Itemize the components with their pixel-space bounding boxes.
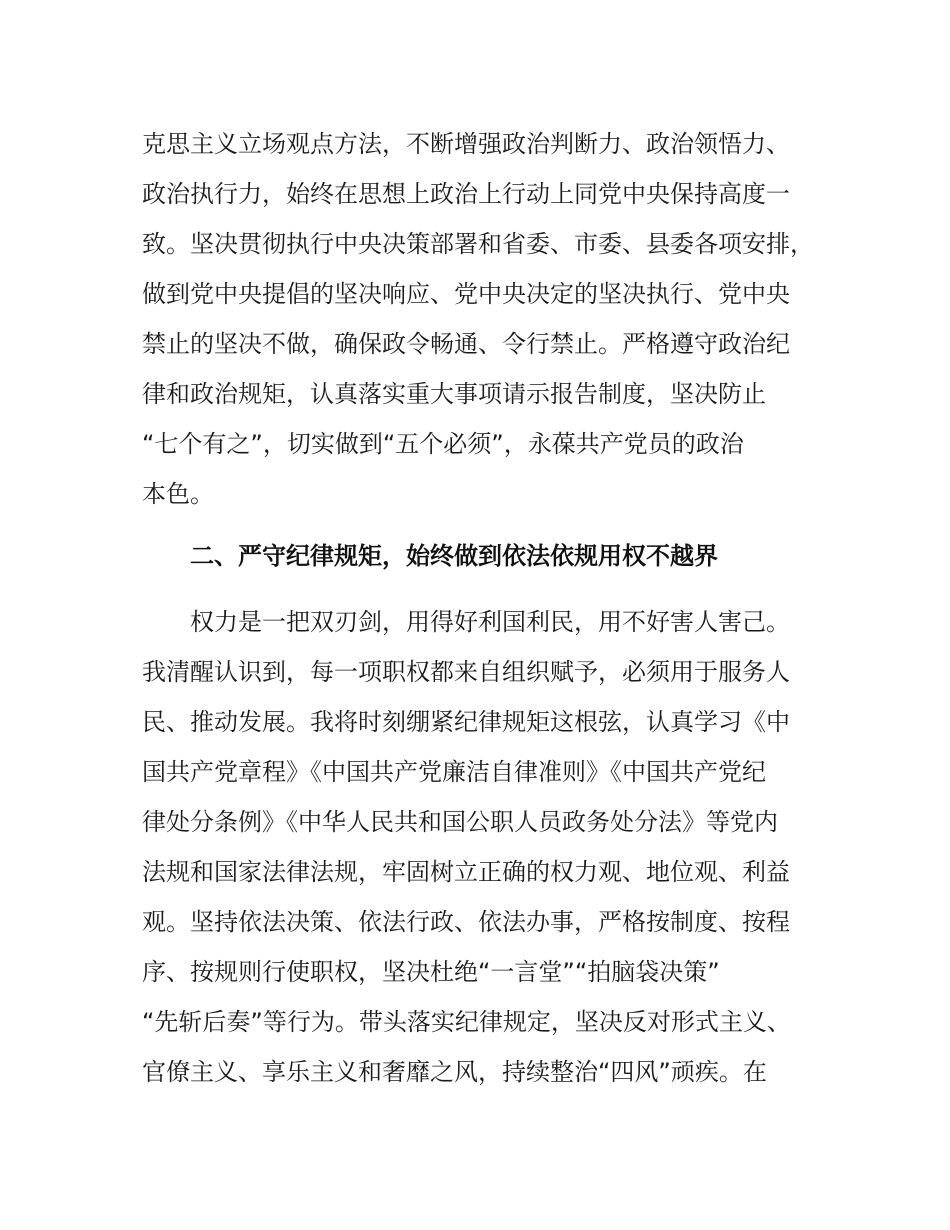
paragraph-1-line-3: 致。坚决贯彻执行中央决策部署和省委、市委、县委各项安排， [142,230,814,258]
paragraph-1-line-4: 做到党中央提倡的坚决响应、党中央决定的坚决执行、党中央 [142,280,790,308]
paragraph-2-line-2: 我清醒认识到，每一项职权都来自组织赋予，必须用于服务人 [142,658,790,686]
paragraph-2-line-9: “先斩后奏”等行为。带头落实纪律规定，坚决反对形式主义、 [142,1008,791,1036]
paragraph-2-line-7: 观。坚持依法决策、依法行政、依法办事，严格按制度、按程 [142,908,790,936]
paragraph-1-line-1: 克思主义立场观点方法，不断增强政治判断力、政治领悟力、 [142,130,790,158]
paragraph-1-line-2: 政治执行力，始终在思想上政治上行动上同党中央保持高度一 [142,180,790,208]
paragraph-1-line-6: 律和政治规矩，认真落实重大事项请示报告制度，坚决防止 [142,380,766,408]
paragraph-2-line-6: 法规和国家法律法规，牢固树立正确的权力观、地位观、利益 [142,858,790,886]
paragraph-2-line-10: 官僚主义、享乐主义和奢靡之风，持续整治“四风”顽疾。在 [142,1058,767,1086]
paragraph-2-line-1: 权力是一把双刃剑，用得好利国利民，用不好害人害己。 [190,608,790,636]
section-heading: 二、严守纪律规矩，始终做到依法依规用权不越界 [190,542,718,570]
paragraph-2-line-5: 律处分条例》《中华人民共和国公职人员政务处分法》等党内 [142,808,778,836]
paragraph-1-line-8: 本色。 [142,480,214,508]
paragraph-1-line-5: 禁止的坚决不做，确保政令畅通、令行禁止。严格遵守政治纪 [142,330,790,358]
paragraph-1-line-7: “七个有之”，切实做到“五个必须”，永葆共产党员的政治 [142,430,744,458]
paragraph-2-line-4: 国共产党章程》《中国共产党廉洁自律准则》《中国共产党纪 [142,758,766,786]
paragraph-2-line-8: 序、按规则行使职权，坚决杜绝“一言堂”“拍脑袋决策” [142,958,720,986]
paragraph-2-line-3: 民、推动发展。我将时刻绷紧纪律规矩这根弦，认真学习《中 [142,708,790,736]
